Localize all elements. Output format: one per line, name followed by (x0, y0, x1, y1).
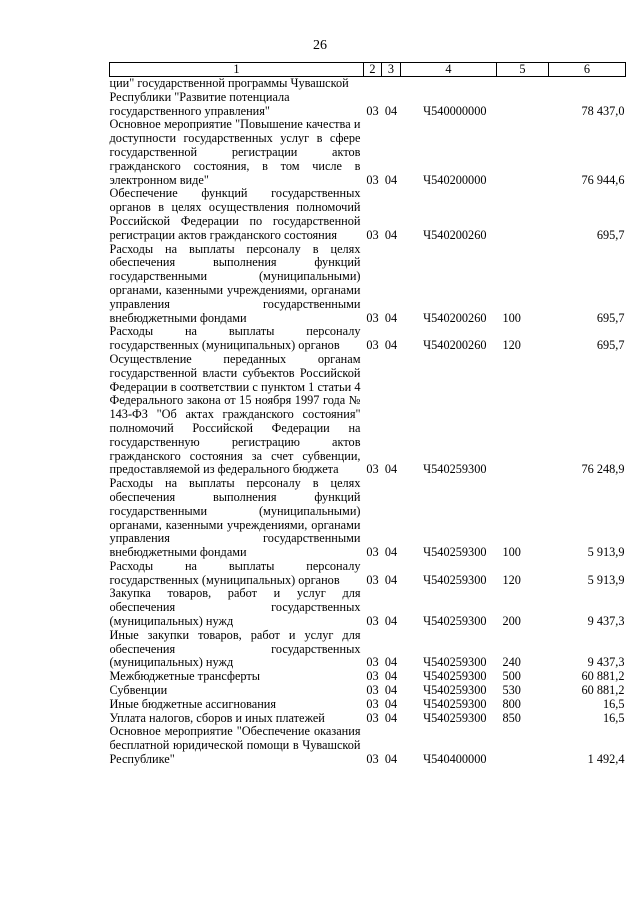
row-expense-type: 100 (502, 545, 521, 560)
row-name: Основное мероприятие "Обеспечение оказания бесплатной юридической помощи в Чувашской Республике" (109, 724, 361, 767)
row-name: ции" государственной программы Чувашской Республики "Развитие потенциала государственного управления" (109, 76, 349, 118)
header-col-6: 6 (549, 63, 626, 77)
header-col-2: 2 (364, 63, 382, 77)
row-subsection: 04 (384, 462, 398, 477)
row-subsection: 04 (384, 614, 398, 629)
row-name: Расходы на выплаты персоналу в целях обеспечения выполнения функций государственными (муниципальными) органами, казенными учреждениями, органами управления государственными внебюджетными фондами (109, 241, 361, 325)
row-target-code: Ч540400000 (423, 752, 487, 767)
row-section: 03 (366, 172, 379, 187)
row-name: Межбюджетные трансферты (109, 669, 261, 684)
row-target-code: Ч540259300 (423, 683, 487, 698)
row-target-code: Ч540259300 (423, 614, 487, 629)
row-subsection: 04 (384, 669, 398, 684)
row-subsection: 04 (384, 103, 398, 118)
row-target-code: Ч540259300 (423, 669, 487, 684)
row-subsection: 04 (384, 172, 398, 187)
row-subsection: 04 (384, 338, 398, 353)
budget-table (109, 62, 626, 767)
row-target-code: Ч540259300 (423, 655, 487, 670)
row-section: 03 (366, 103, 379, 118)
row-section: 03 (366, 614, 379, 629)
row-amount: 76 944,6 (581, 172, 625, 187)
header-col-3: 3 (382, 63, 401, 77)
row-amount: 1 492,4 (587, 752, 625, 767)
row-amount: 5 913,9 (587, 545, 625, 560)
row-section: 03 (366, 310, 379, 325)
row-subsection: 04 (384, 572, 398, 587)
row-section: 03 (366, 683, 379, 698)
table-row (110, 353, 626, 477)
row-section: 03 (366, 462, 379, 477)
row-target-code: Ч540200260 (423, 310, 487, 325)
table-row (110, 118, 626, 187)
table-row (110, 629, 626, 670)
header-col-1: 1 (110, 63, 364, 77)
row-name: Основное мероприятие "Повышение качества и доступности государственных услуг в сфере государственной регистрации актов гражданского состояния, в том числе в электронном виде" (109, 117, 361, 187)
row-section: 03 (366, 545, 379, 560)
table-row (110, 325, 626, 353)
row-expense-type (497, 725, 549, 766)
row-expense-type: 200 (502, 614, 521, 629)
table-row (110, 712, 626, 726)
row-amount: 9 437,3 (587, 614, 625, 629)
page-number: 26 (313, 38, 327, 53)
row-amount: 695,7 (596, 338, 625, 353)
row-name: Расходы на выплаты персоналу государственных (муниципальных) органов (109, 324, 361, 353)
row-subsection: 04 (384, 227, 398, 242)
row-expense-type (497, 187, 549, 242)
row-expense-type: 120 (502, 572, 521, 587)
row-expense-type: 530 (502, 683, 521, 698)
row-expense-type: 120 (502, 338, 521, 353)
row-amount: 695,7 (596, 227, 625, 242)
row-amount: 9 437,3 (587, 655, 625, 670)
row-subsection: 04 (384, 545, 398, 560)
row-target-code: Ч540200000 (423, 172, 487, 187)
row-name: Закупка товаров, работ и услуг для обеспечения государственных (муниципальных) нужд (109, 586, 361, 629)
table-row (110, 187, 626, 242)
row-subsection: 04 (384, 683, 398, 698)
row-name: Уплата налогов, сборов и иных платежей (109, 710, 325, 725)
table-row (110, 560, 626, 588)
table-row (110, 725, 626, 766)
row-section: 03 (366, 752, 379, 767)
row-subsection: 04 (384, 310, 398, 325)
table-row (110, 243, 626, 326)
row-section: 03 (366, 669, 379, 684)
row-expense-type: 240 (502, 655, 521, 670)
row-subsection: 04 (384, 696, 398, 711)
row-expense-type (497, 118, 549, 187)
row-amount: 16,5 (602, 710, 625, 725)
row-target-code: Ч540259300 (423, 696, 487, 711)
row-expense-type: 500 (502, 669, 521, 684)
row-amount: 60 881,2 (581, 669, 625, 684)
table-row (110, 477, 626, 560)
row-name: Расходы на выплаты персоналу государственных (муниципальных) органов (109, 558, 361, 587)
row-target-code: Ч540259300 (423, 572, 487, 587)
table-header-row (110, 63, 626, 77)
row-target-code: Ч540200260 (423, 227, 487, 242)
table-row (110, 684, 626, 698)
row-amount: 78 437,0 (581, 103, 625, 118)
row-amount: 5 913,9 (587, 572, 625, 587)
row-section: 03 (366, 710, 379, 725)
row-name: Осуществление переданных органам государственной власти субъектов Российской Федерации в соответствии с пунктом 1 статьи 4 Федерального закона от 15 ноября 1997 года № 143-ФЗ "Об актах гражданского состояния" полномочий Российской Федерации на государственную регистрацию актов гражданского состояния за счет субвенции, предоставляемой из федерального бюджета (109, 351, 361, 477)
table-row (110, 587, 626, 628)
row-expense-type (497, 353, 549, 477)
row-section: 03 (366, 572, 379, 587)
table-row (110, 77, 626, 119)
header-col-5: 5 (497, 63, 549, 77)
row-target-code: Ч540259300 (423, 462, 487, 477)
row-section: 03 (366, 338, 379, 353)
row-name: Обеспечение функций государственных органов в целях осуществления полномочий Российской Федерации по государственной регистрации актов гражданского состояния (109, 186, 361, 242)
row-expense-type: 850 (502, 710, 521, 725)
row-subsection: 04 (384, 752, 398, 767)
row-target-code: Ч540259300 (423, 710, 487, 725)
row-expense-type (497, 77, 549, 119)
table-row (110, 670, 626, 684)
row-name: Иные закупки товаров, работ и услуг для обеспечения государственных (муниципальных) нужд (109, 627, 361, 670)
row-section: 03 (366, 227, 379, 242)
row-section: 03 (366, 696, 379, 711)
row-target-code: Ч540200260 (423, 338, 487, 353)
row-name: Расходы на выплаты персоналу в целях обеспечения выполнения функций государственными (муниципальными) органами, казенными учреждениями, органами управления государственными внебюджетными фондами (109, 476, 361, 560)
table-row (110, 698, 626, 712)
row-expense-type: 800 (502, 696, 521, 711)
row-name: Иные бюджетные ассигнования (109, 696, 277, 711)
row-expense-type: 100 (502, 310, 521, 325)
row-name: Субвенции (109, 683, 168, 698)
row-amount: 695,7 (596, 310, 625, 325)
row-target-code: Ч540259300 (423, 545, 487, 560)
row-amount: 76 248,9 (581, 462, 625, 477)
row-amount: 60 881,2 (581, 683, 625, 698)
row-subsection: 04 (384, 655, 398, 670)
row-amount: 16,5 (602, 696, 625, 711)
row-target-code: Ч540000000 (423, 103, 487, 118)
header-col-4: 4 (401, 63, 497, 77)
row-section: 03 (366, 655, 379, 670)
row-subsection: 04 (384, 710, 398, 725)
